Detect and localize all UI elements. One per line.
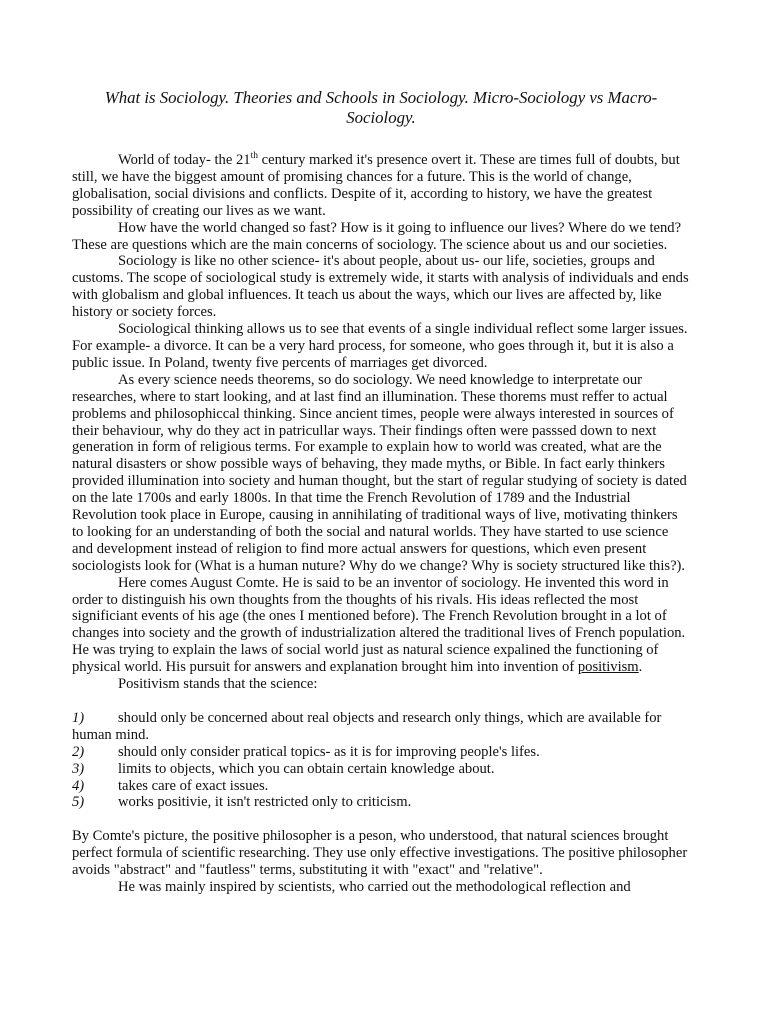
paragraph-6-end: . xyxy=(638,659,643,676)
list-number: 2) xyxy=(72,743,85,760)
document-page xyxy=(72,88,690,896)
paragraph-6-text: Here comes August Comte. He is said to be an inventor of sociology. He invented this word in order to distinguish his own thoughts from the thoughts of his rivals. His ideas reflected the most significiant events of his age (the ones I mentioned before). The French Revolution brought in a lot of changes into society and the growth of industrialization altered the traditional lives of French population. He was trying to explain the laws of social world just as natural science expalined the functioning of physical world. His pursuit for answers and explanation brought him into invention of xyxy=(72,574,686,676)
list-text: takes care of exact issues. xyxy=(118,777,269,794)
list-text: should only consider pratical topics- as it is for improving people's lifes. xyxy=(118,743,540,760)
spacer xyxy=(72,811,690,828)
paragraph-9: He was mainly inspired by scientists, who carried out the methodological reflection and xyxy=(118,878,631,895)
list-item xyxy=(72,794,690,811)
list-text: works positivie, it isn't restricted only to criticism. xyxy=(118,794,412,811)
paragraph-1-end: century marked it's presence overt it. These are times full of doubts, but still, we have the biggest amount of promising chances for a future. This is the world of change, globalisation, social divisions and conflicts. Despite of it, according to history, we have the greatest possibility of creating our lives as we want. xyxy=(72,152,680,219)
list-item xyxy=(72,710,690,744)
ordinal-suffix: th xyxy=(250,151,258,161)
positivism-list xyxy=(72,710,690,811)
list-number: 4) xyxy=(72,777,85,794)
list-number: 1) xyxy=(72,709,85,726)
document-title: What is Sociology. Theories and Schools in Sociology. Micro-Sociology vs Macro-Sociology. xyxy=(104,88,658,127)
positivism-link[interactable]: positivism xyxy=(577,659,639,676)
paragraph-1 xyxy=(72,152,690,220)
paragraph-6 xyxy=(72,575,690,676)
paragraph-4: Sociological thinking allows us to see that events of a single individual reflect some larger issues. For example- a divorce. It can be a very hard process, for someone, who goes through it, but it is also a public issue. In Poland, twenty five percents of marriages get divorced. xyxy=(72,321,688,371)
list-text: should only be concerned about real objects and research only things, which are available for human mind. xyxy=(72,709,662,743)
list-text: limits to objects, which you can obtain certain knowledge about. xyxy=(118,760,495,777)
paragraph-3: Sociology is like no other science- it's about people, about us- our life, societies, groups and customs. The scope of sociological study is extremely wide, it starts with analysis of individuals and ends with globalism and global influences. It teach us about the ways, which our lives are affected by, like history or society forces. xyxy=(72,253,689,321)
paragraph-8: By Comte's picture, the positive philosopher is a peson, who understood, that natural sciences brought perfect formula of scientific researching. They use only effective investigations. The positive philosopher avoids "abstract" and "fautless" terms, substituting it with "exact" and "relative". xyxy=(72,828,688,879)
list-item xyxy=(72,744,690,761)
spacer xyxy=(72,693,690,710)
list-item xyxy=(72,761,690,778)
paragraph-5: As every science needs theorems, so do sociology. We need knowledge to interpretate our researches, where to start looking, and at last find an illumination. These thorems must reffer to actual problems and philosophiccal thinking. Since ancient times, people were always interested in sources of their behaviour, why do they act in patricullar ways. Their findings often were passsed down to next generation in form of religious terms. For example to explain how to world was created, what are the natural disasters or show possible ways of behaving, they made myths, or Bible. In fact early thinkers provided illumination into society and human thought, but the start of regular studying of society is dated on the late 1700s and early 1800s. In that time the French Revolution of 1789 and the Industrial Revolution took place in Europe, causing in annihilating of traditional ways of live, motivating thinkers to looking for an understanding of both the social and natural worlds. They have started to use science and development instead of religion to find more actual answers for questions, which even present sociologists look for (What is a human nuture? Why do we change? Why is society structured like this?). xyxy=(72,371,687,574)
list-number: 3) xyxy=(72,760,85,777)
list-number: 5) xyxy=(72,794,85,811)
paragraph-1-start: World of today- the 21 xyxy=(118,152,251,168)
paragraph-2: How have the world changed so fast? How is it going to influence our lives? Where do we tend? These are questions which are the main concerns of sociology. The science about us and our societies. xyxy=(72,219,682,253)
list-item xyxy=(72,778,690,795)
paragraph-7: Positivism stands that the science: xyxy=(118,676,318,693)
